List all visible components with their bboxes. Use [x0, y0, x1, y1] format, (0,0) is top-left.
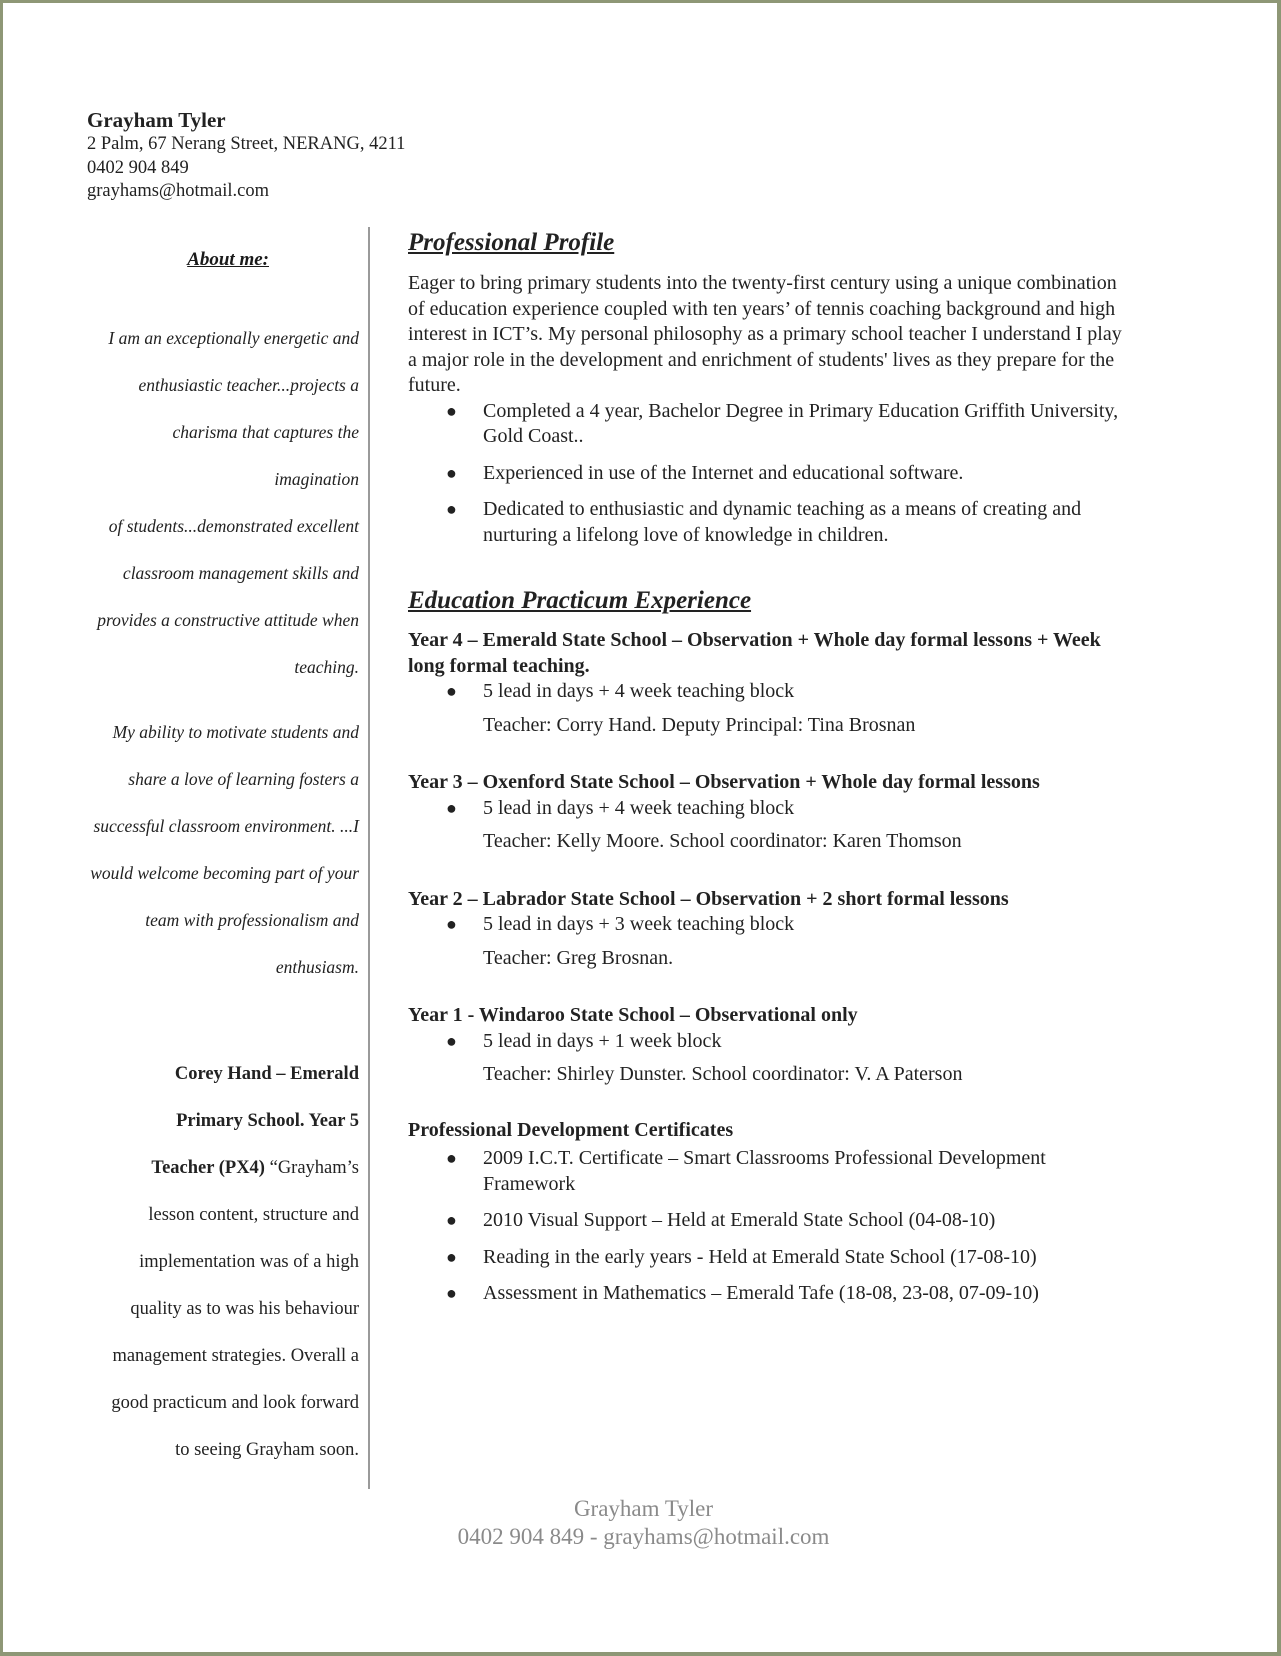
- about-line: I am an exceptionally energetic and: [108, 328, 359, 348]
- about-line: of students...demonstrated excellent: [108, 516, 359, 536]
- about-line: charisma that captures the imagination: [172, 422, 359, 489]
- profile-bullets: [408, 399, 1128, 549]
- bullet-icon: ●: [446, 499, 457, 519]
- certificates-heading: Professional Development Certificates: [408, 1118, 734, 1141]
- column-divider: [368, 227, 370, 1489]
- practicum-heading: Year 4 – Emerald State School – Observation + Whole day formal lessons + Week long formal teaching.: [408, 629, 1101, 677]
- list-item: ● Assessment in Mathematics – Emerald Tafe (18-08, 23-08, 07-09-10): [408, 1281, 1128, 1307]
- about-me-heading: About me:: [187, 249, 269, 270]
- about-line: enthusiasm.: [275, 957, 359, 977]
- quote-line: implementation was of a high: [139, 1252, 359, 1272]
- about-line: team with professionalism and: [145, 910, 359, 930]
- quote-line: Primary School. Year 5: [176, 1111, 359, 1131]
- list-item: ● 5 lead in days + 4 week teaching block: [408, 796, 1128, 822]
- list-item: ● 5 lead in days + 4 week teaching block: [408, 679, 1128, 705]
- bullet-icon: ●: [446, 1210, 457, 1230]
- list-item: ● Experienced in use of the Internet and educational software.: [408, 461, 1128, 487]
- resume-page: [3, 3, 1277, 1652]
- bullet-icon: ●: [446, 1246, 457, 1267]
- education-heading: Education Practicum Experience: [408, 587, 752, 614]
- practicum-teacher: Teacher: Kelly Moore. School coordinator: Karen Thomson: [483, 830, 962, 852]
- bullet-icon: ●: [446, 1030, 457, 1051]
- quote-line: “Grayham’s: [264, 1158, 359, 1178]
- main-column: [408, 227, 1128, 1318]
- quote-line: good practicum and look forward: [111, 1393, 359, 1413]
- bullet-icon: ●: [446, 681, 457, 701]
- practicum-heading: Year 3 – Oxenford State School – Observation + Whole day formal lessons: [408, 771, 1040, 793]
- practicum-year-3: [408, 770, 1128, 855]
- list-item: ● Reading in the early years - Held at Emerald State School (17-08-10): [408, 1245, 1128, 1271]
- contact-header: [87, 107, 405, 204]
- profile-text: Eager to bring primary students into the twenty-first century using a unique combination of education experience coupled with ten years’ of tennis coaching background and high interest in ICT’s. My personal philosophy as a primary school teacher I understand I play a major role in the development and enrichment of students' lives as they prepare for the future.: [408, 272, 1122, 396]
- list-item: ● 5 lead in days + 3 week teaching block: [408, 912, 1128, 938]
- footer-contact: 0402 904 849 - grayhams@hotmail.com: [457, 1524, 830, 1549]
- list-item: ● Dedicated to enthusiastic and dynamic teaching as a means of creating and nurturing a lifelong love of knowledge in children.: [446, 498, 1082, 546]
- page-footer: [3, 1495, 1277, 1551]
- phone: 0402 904 849: [87, 157, 189, 178]
- list-item: ● 5 lead in days + 1 week block: [408, 1029, 1128, 1055]
- about-paragraph-2: [87, 709, 359, 991]
- bullet-icon: ●: [446, 797, 457, 818]
- quote-line: quality as to was his behaviour: [130, 1299, 359, 1319]
- list-item: ● Completed a 4 year, Bachelor Degree in Primary Education Griffith University, Gold Coast..: [446, 399, 1119, 447]
- about-line: share a love of learning fosters a: [128, 769, 359, 789]
- quote-line: management strategies. Overall a: [112, 1346, 359, 1366]
- quote-line: to seeing Grayham soon.: [175, 1440, 359, 1460]
- certificates-section: [408, 1118, 1128, 1307]
- bullet-icon: ●: [446, 914, 457, 934]
- list-item: ● 2009 I.C.T. Certificate – Smart Classrooms Professional Development Framework: [446, 1147, 1046, 1195]
- quote-line: Teacher (PX4): [151, 1158, 265, 1178]
- practicum-year-1: [408, 1003, 1128, 1088]
- bullet-icon: ●: [446, 1148, 457, 1168]
- practicum-year-2: [408, 887, 1128, 972]
- practicum-heading: Year 2 – Labrador State School – Observation + 2 short formal lessons: [408, 887, 1009, 910]
- bullet-icon: ●: [446, 462, 457, 483]
- about-line: would welcome becoming part of your: [90, 863, 359, 883]
- list-item: ● 2010 Visual Support – Held at Emerald State School (04-08-10): [408, 1208, 1128, 1234]
- practicum-teacher: Teacher: Corry Hand. Deputy Principal: Tina Brosnan: [483, 713, 916, 736]
- email: grayhams@hotmail.com: [87, 181, 269, 201]
- bullet-icon: ●: [446, 1283, 457, 1303]
- practicum-teacher: Teacher: Shirley Dunster. School coordinator: V. A Paterson: [483, 1063, 963, 1085]
- profile-heading: Professional Profile: [408, 229, 615, 256]
- about-line: classroom management skills and: [122, 563, 359, 583]
- about-line: enthusiastic teacher...projects a: [138, 375, 359, 395]
- practicum-teacher: Teacher: Greg Brosnan.: [483, 946, 674, 969]
- about-line: teaching.: [294, 657, 359, 677]
- bullet-icon: ●: [446, 400, 457, 421]
- about-paragraph-1: [87, 315, 359, 691]
- about-line: My ability to motivate students and: [112, 722, 359, 742]
- address: 2 Palm, 67 Nerang Street, NERANG, 4211: [87, 134, 406, 154]
- quote-line: lesson content, structure and: [148, 1205, 359, 1225]
- quote-line: Corey Hand – Emerald: [174, 1064, 359, 1084]
- practicum-year-4: [408, 628, 1128, 738]
- footer-name: Grayham Tyler: [573, 1496, 714, 1521]
- about-line: successful classroom environment. ...I: [93, 816, 359, 836]
- about-line: provides a constructive attitude when: [97, 610, 359, 630]
- applicant-name: Grayham Tyler: [87, 108, 226, 132]
- practicum-heading: Year 1 - Windaroo State School – Observational only: [408, 1004, 858, 1026]
- reference-quote: [83, 1051, 359, 1474]
